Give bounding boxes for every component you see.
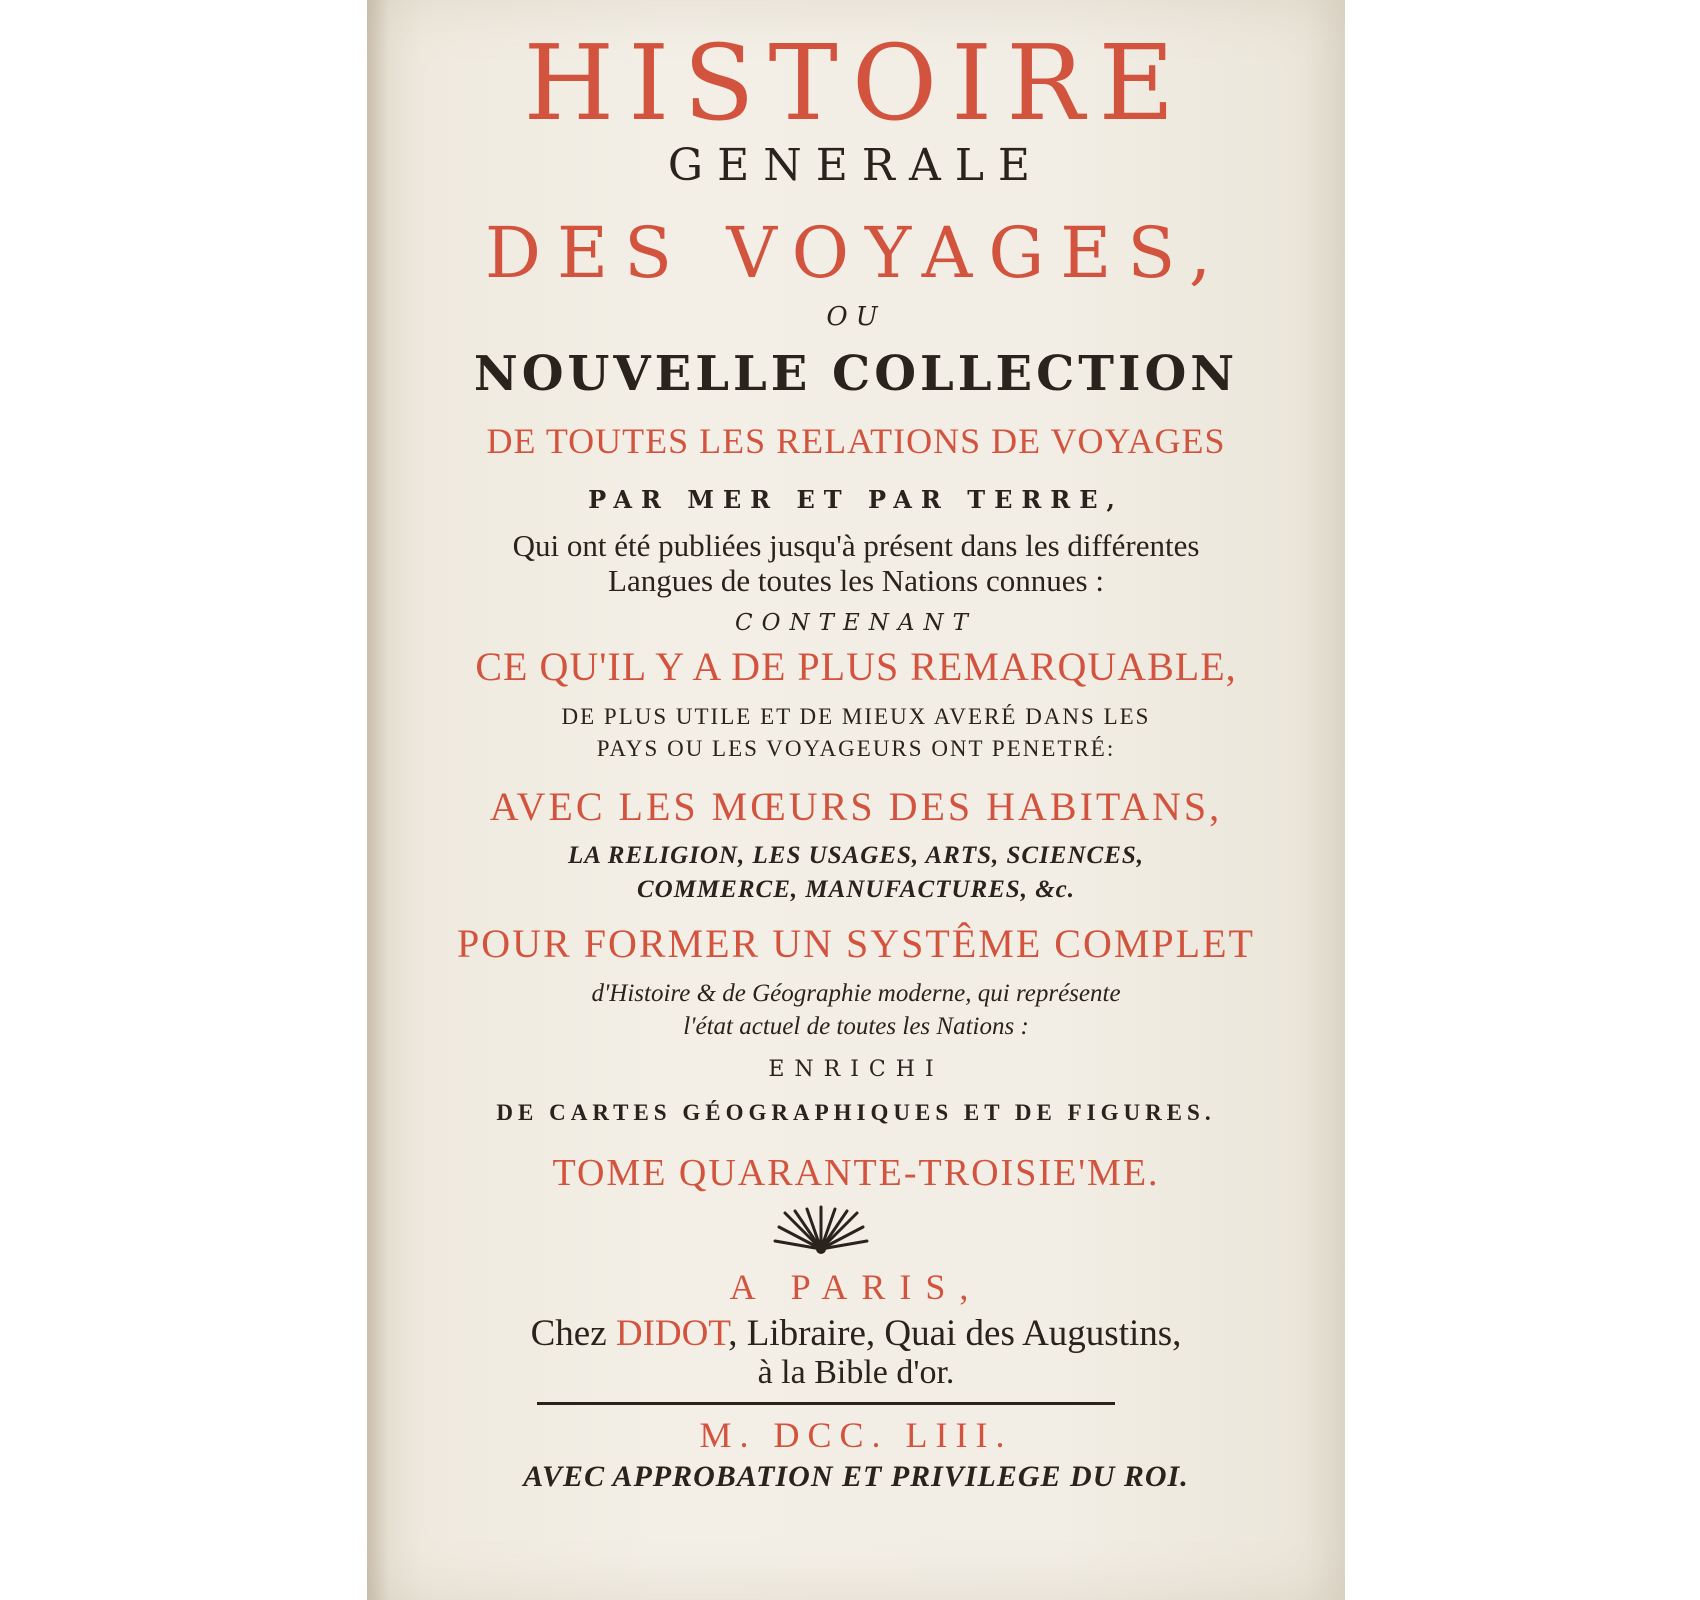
line-la-religion: LA RELIGION, LES USAGES, ARTS, SCIENCES,	[567, 842, 1145, 869]
imprint-sign: à la Bible d'or.	[757, 1354, 955, 1391]
line-qui-ont-ete: Qui ont été publiées jusqu'à présent dans les différentes	[512, 528, 1200, 563]
line-de-cartes: DE CARTES GÉOGRAPHIQUES ET DE FIGURES.	[496, 1100, 1216, 1125]
imprint-chez: Chez	[530, 1313, 607, 1354]
horizontal-rule	[537, 1402, 1115, 1405]
conjunction-ou: OU	[826, 302, 886, 332]
line-etat-actuel: l'état actuel de toutes les Nations :	[683, 1013, 1029, 1040]
subtitle-generale: GENERALE	[667, 140, 1045, 191]
line-enrichi: ENRICHI	[768, 1057, 944, 1082]
printer-ornament-icon	[771, 1205, 871, 1257]
subtitle-des-voyages: DES VOYAGES,	[484, 212, 1228, 294]
imprint-printer-name: DIDOT	[615, 1313, 729, 1354]
line-par-mer: PAR MER ET PAR TERRE,	[588, 485, 1124, 514]
line-plus-utile: DE PLUS UTILE ET DE MIEUX AVERÉ DANS LES	[561, 704, 1151, 729]
line-dhistoire: d'Histoire & de Géographie moderne, qui représente	[591, 980, 1121, 1007]
subtitle-nouvelle-collection: NOUVELLE COLLECTION	[473, 346, 1239, 402]
line-langues: Langues de toutes les Nations connues :	[608, 563, 1104, 598]
imprint-address: , Libraire, Quai des Augustins,	[728, 1313, 1182, 1354]
line-ce-quil-y-a: CE QU'IL Y A DE PLUS REMARQUABLE,	[475, 644, 1237, 689]
line-avec-les-moeurs: AVEC LES MŒURS DES HABITANS,	[489, 784, 1223, 829]
line-commerce: COMMERCE, MANUFACTURES, &c.	[637, 876, 1075, 903]
imprint-city: A PARIS,	[729, 1267, 983, 1307]
privilege-line: AVEC APPROBATION ET PRIVILEGE DU ROI.	[523, 1460, 1189, 1493]
line-toutes-les-relations: DE TOUTES LES RELATIONS DE VOYAGES	[486, 421, 1226, 461]
imprint-line	[367, 1312, 1345, 1355]
line-contenant: CONTENANT	[735, 610, 977, 636]
book-title: HISTOIRE	[523, 22, 1189, 144]
line-pays: PAYS OU LES VOYAGEURS ONT PENETRÉ:	[596, 736, 1116, 761]
line-pour-former: POUR FORMER UN SYSTÊME COMPLET	[457, 921, 1255, 966]
line-tome: TOME QUARANTE-TROISIE'ME.	[552, 1152, 1160, 1194]
publication-date: M. DCC. LIII.	[699, 1415, 1013, 1455]
title-page	[367, 0, 1345, 1600]
